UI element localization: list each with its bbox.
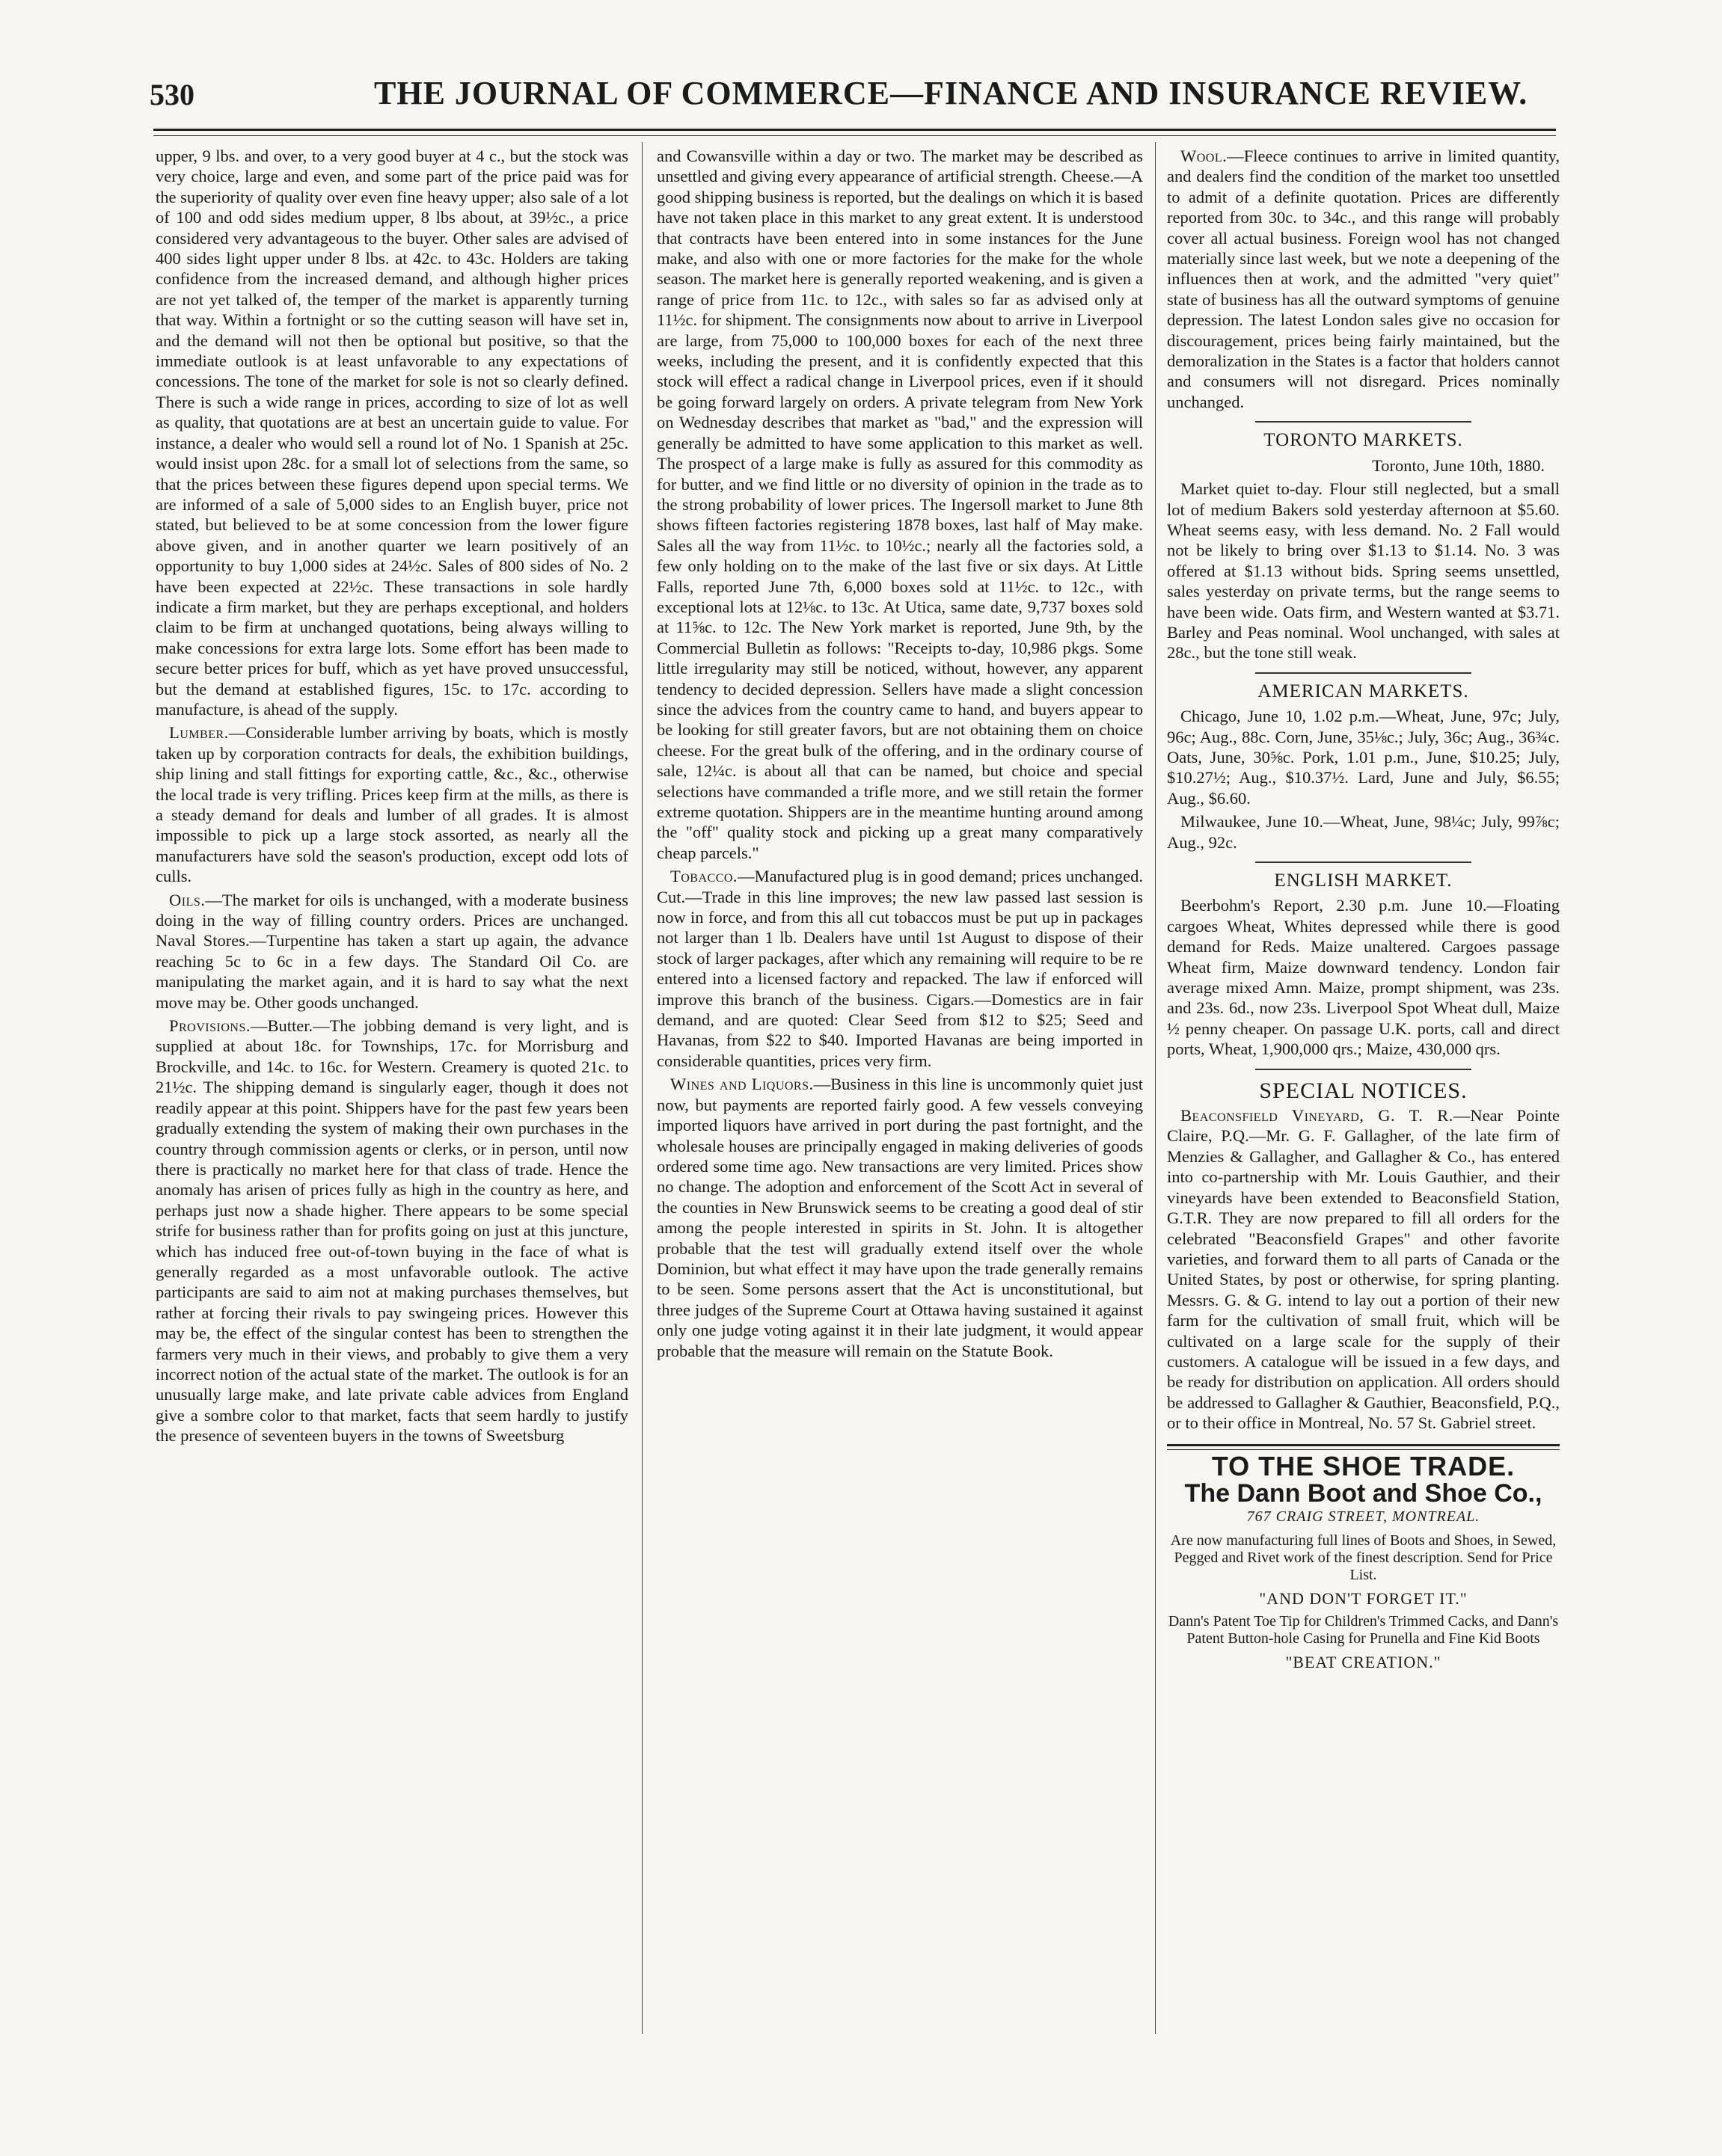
wines-text: —Business in this line is uncommonly quiet just now, but payments are reported fairly good. A few vessels conveying imported liquors have arrived in port during the past fortnight, and the wholesale houses are principally engaged in making deliveries of goods ordered some time ago. New transactions are very limited. Prices show no change. The adoption and enforcement of the Scott Act in several of the counties in New Brunswick seems to be creating a good deal of stir among the people interested in spirits in St. John. It is altogether probable that the test will gradually extend itself over the whole Dominion, but what effect it may have upon the trade generally remains to be seen. Some persons assert that the Act is unconstitutional, but three judges of the Supreme Court at Ottawa having sustained it against only one judge voting against it in their late judgment, it would appear probable that the measure will remain on the Statute Book. — [657, 1075, 1143, 1360]
special-notices-heading: SPECIAL NOTICES. — [1259, 1078, 1468, 1103]
wines-label: Wines and Liquors. — [670, 1075, 814, 1094]
header-rule-thin — [153, 135, 1556, 136]
tobacco-label: Tobacco. — [670, 867, 738, 886]
section-rule — [1255, 1069, 1471, 1070]
provisions-paragraph — [156, 1016, 628, 1446]
shoe-advertisement — [1167, 1450, 1560, 1673]
leather-continued-paragraph: upper, 9 lbs. and over, to a very good buyer at 4 c., but the stock was very choice, large and even, and some part of the price paid was for the superiority of quality over even fine heavy upper; also sale of a lot of 100 and odd sides medium upper, 8 lbs about, at 39½c., a price considered very advantageous to the buyer. Other sales are advised of 400 sides light upper under 8 lbs. at 42c. to 43c. Holders are taking confidence from the increased demand, and although higher prices are not yet talked of, the temper of the market is apparently turning that way. Within a fortnight or so the cutting season will have set in, and the demand will not then be optional but positive, so that the immediate outlook is at least unfavorable to any expectations of concessions. The tone of the market for sole is not so clearly defined. There is such a wide range in prices, according to size of lot as well as quality, that quotations are at best an uncertain guide to value. For instance, a dealer who would sell a round lot of No. 1 Spanish at 25c. would insist upon 28c. for a small lot of selections from the same, so that the prices between these figures depend upon special terms. We are informed of a sale of 5,000 sides to an English buyer, price not stated, but believed to be at some concession from the lower figure above given, and in another quarter we learn positively of an opportunity to buy 1,000 sides at 24½c. Sales of 800 sides of No. 2 have been expected at 22½c. These transactions in sole hardly indicate a firm market, but they are perhaps exceptional, and holders claim to be firm at unchanged quotations, being always willing to make concessions for extra large lots. Some effort has been made to secure better prices for buff, which as yet have proved unsuccessful, but the demand at established figures, 15c. to 17c. according to manufacture, is ahead of the supply. — [156, 147, 628, 719]
ad-company-name: The Dann Boot and Shoe Co., — [1184, 1478, 1542, 1508]
page-header — [150, 71, 1556, 116]
ad-heading: TO THE SHOE TRADE. — [1211, 1450, 1516, 1481]
american-markets-heading: AMERICAN MARKETS. — [1257, 681, 1469, 701]
ad-address: 767 CRAIG STREET, MONTREAL. — [1246, 1508, 1480, 1526]
toronto-markets-heading: TORONTO MARKETS. — [1263, 430, 1463, 451]
page-number: 530 — [150, 78, 194, 111]
milwaukee-paragraph: Milwaukee, June 10.—Wheat, June, 98¼c; July, 99⅞c; Aug., 92c. — [1167, 812, 1560, 852]
lumber-text: —Considerable lumber arriving by boats, which is mostly taken up by corporation contracts for deals, the exhibition buildings, ship lining and stall fittings for exporting cattle, &c., &c., otherwise the local trade is very trifling. Prices keep firm at the mills, as there is a steady demand for deals and lumber of all grades. It is almost impossible to pick up a large stock assorted, as nearly all the manufacturers have sold the season's production, except odd lots of culls. — [156, 723, 628, 886]
special-paragraph — [1167, 1105, 1560, 1434]
column-2 — [657, 146, 1143, 2038]
toronto-paragraph: Market quiet to-day. Flour still neglected, but a small lot of medium Bakers sold yesterday afternoon at $5.60. Wheat seems easy, with less demand. No. 2 Fall would not be likely to bring over $1.13 to $1.14. No. 3 was offered at $1.13 without bids. Spring seems unsettled, sales yesterday on private terms, but the range seems to have been wide. Oats firm, and Western wanted at $3.71. Barley and Peas nominal. Wool unchanged, with sales at 28c., but the tone still weak. — [1167, 479, 1560, 663]
vineyard-text: —Near Pointe Claire, P.Q.—Mr. G. F. Gallagher, of the late firm of Menzies & Gallagher, and Gallagher & Co., has entered into co-partnership with Mr. Louis Gauthier, and their vineyards have been extended to Beaconsfield Station, G.T.R. They are now prepared to fill all orders for the celebrated "Beaconsfield Grapes" and other favorite varieties, and forward them to all parts of Canada or the United States, by post or otherwise, for spring planting. Messrs. G. & G. intend to lay out a portion of their new farm for the cultivation of small fruit, which will be cultivated on a large scale for the supply of their customers. A catalogue will be issued in a few days, and be ready for distribution on application. All orders should be addressed to Gallagher & Gauthier, Beaconsfield, P.Q., or to their office in Montreal, No. 57 St. Gabriel street. — [1167, 1106, 1560, 1433]
provisions-label: Provisions. — [169, 1016, 251, 1036]
column-3 — [1167, 146, 1560, 2038]
journal-title: THE JOURNAL OF COMMERCE—FINANCE AND INSURANCE REVIEW. — [374, 75, 1528, 111]
lumber-paragraph — [156, 722, 628, 886]
cheese-paragraph: and Cowansville within a day or two. The market may be described as unsettled and giving every appearance of artificial strength. Cheese.—A good shipping business is reported, but the dealings on which it is based have not taken place in this market to any great extent. It is understood that contracts have been entered into in some instances for the June make, and also with one or more factories for the make for the whole season. The market here is generally reported weakening, and is given a range of price from 11c. to 12c., with sales so far as advised only at 11½c. for shipment. The consignments now about to arrive in Liverpool are large, from 75,000 to 100,000 boxes for each of the next three weeks, including the present, and it is confidently expected that this stock will effect a radical change in Liverpool prices, even if it should be going forward largely on orders. A private telegram from New York on Wednesday describes that market as "bad," and the expression will generally be admitted to have some application to this market as well. The prospect of a large make is fully as assured for this commodity as for butter, and we find little or no diversity of opinion in the trade as to the strong probability of lower prices. The Ingersoll market to June 8th shows fifteen factories registering 1878 boxes, last half of May make. Sales all the way from 11½c. to 10½c.; nearly all the factories sold, a few only holding on to the make of the last five or six days. At Little Falls, reported June 7th, 6,000 boxes sold at 11½c. to 12c., with exceptional lots at 12⅛c. to 13c. At Utica, same date, 9,737 boxes sold at 11⅝c. to 12c. The New York market is reported, June 9th, by the Commercial Bulletin as follows: "Receipts to-day, 10,986 pkgs. Some little irregularity may still be noticed, without, however, any apparent tendency to decided depression. Sellers have made a slight concession since the advices from the country came to hand, and buyers appear to be looking for still greater favors, but are not obtaining them on choice cheese. For the great bulk of the offering, and in the ordinary course of sale, 12¼c. is about all that can be named, but choice and special selections have commanded a trifle more, and we still retain the former extreme quotation. Shippers are in the meantime hunting around among the "off" quality stock and picking up a great many comparatively cheap parcels." — [657, 147, 1143, 862]
ad-patents: Dann's Patent Toe Tip for Children's Trimmed Cacks, and Dann's Patent Button-hole Casing for Prunella and Fine Kid Boots — [1168, 1613, 1559, 1647]
oils-paragraph — [156, 890, 628, 1013]
column-divider — [1155, 142, 1156, 2034]
vineyard-label: Beaconsfield Vineyard, G. T. R. — [1180, 1106, 1453, 1125]
column-divider — [642, 142, 643, 2034]
advertisement-rule — [1167, 1444, 1560, 1446]
english-paragraph: Beerbohm's Report, 2.30 p.m. June 10.—Floating cargoes Wheat, Whites depressed while there is good demand for Reds. Maize unaltered. Cargoes passage Wheat firm, Maize downward tendency. London fair average mixed Amn. Maize, prompt shipment, was 23s. and 23s. 6d., now 23s. Liverpool Spot Wheat dull, Maize ½ penny cheaper. On passage U.K. ports, call and direct ports, Wheat, 1,900,000 qrs.; Maize, 430,000 qrs. — [1167, 896, 1560, 1059]
column-1 — [156, 146, 628, 2038]
ad-slogan: "AND DON'T FORGET IT." — [1259, 1588, 1468, 1608]
advertisement-rule-thin — [1167, 1449, 1560, 1450]
wool-label: Wool. — [1180, 147, 1228, 165]
section-rule — [1255, 862, 1471, 863]
wool-text: —Fleece continues to arrive in limited quantity, and dealers find the condition of the market too unsettled to admit of a definite quotation. Prices are differently reported from 30c. to 34c., and this range will probably cover all actual business. Foreign wool has not changed materially since last week, but we note a deepening of the influences then at work, and the admitted "very quiet" state of business has all the outward symptoms of genuine depression. The latest London sales give no occasion for discouragement, prices being fairly maintained, but the demoralization in the States is a factor that holders cannot and consumers will not disregard. Prices nominally unchanged. — [1167, 147, 1560, 411]
oils-text: —The market for oils is unchanged, with a moderate business doing in the way of filling country orders. Prices are unchanged. Naval Stores.—Turpentine has taken a start up again, the advance reaching 5c to 6c in a few days. The Standard Oil Co. are manipulating the market again, and it is hard to say what the next move may be. Other goods unchanged. — [156, 890, 628, 1012]
section-rule — [1255, 672, 1471, 674]
wool-paragraph — [1167, 146, 1560, 412]
oils-label: Oils. — [169, 890, 206, 909]
toronto-dateline: Toronto, June 10th, 1880. — [1372, 455, 1545, 475]
english-market-heading: ENGLISH MARKET. — [1274, 870, 1453, 891]
provisions-text: —Butter.—The jobbing demand is very light, and is supplied at about 18c. for Townships, 17c. for Morrisburg and Brockville, and 14c. to 16c. for Western. Creamery is quoted 21c. to 21½c. The shipping demand is singularly eager, though it does not readily appear at this point. Shippers have for the past few years been gradually extending the system of making their own purchases in the country through commission agents or clerks, or in person, until now there is practically no market here for that class of trade. Hence the anomaly has arisen of prices fully as high in the country as here, and perhaps just now a shade higher. There appears to be some special strife for business rather than for profits going on just at this juncture, which has induced free out-of-town buying in the face of what is generally regarded as a most unfavorable outlook. The active participants are said to aim not at making purchases themselves, but rather at forcing their rivals to pay swingeing prices. However this may be, the effect of the singular contest has been to strengthen the farmers very much in their views, and probably to give them a very incorrect notion of the actual state of the market. The outlook is for an unusually large make, and late private cable advices from England give a sombre color to that market, facts that seem hardly to justify the presence of seventeen buyers in the towns of Sweetsburg — [156, 1016, 628, 1446]
section-rule — [1255, 421, 1471, 423]
ad-closing: "BEAT CREATION." — [1285, 1653, 1441, 1672]
ad-body: Are now manufacturing full lines of Boots and Shoes, in Sewed, Pegged and Rivet work of the finest description. Send for Price List. — [1170, 1532, 1557, 1583]
header-rule — [153, 129, 1556, 131]
wines-paragraph — [657, 1074, 1143, 1361]
lumber-label: Lumber. — [169, 723, 229, 743]
tobacco-paragraph — [657, 866, 1143, 1071]
tobacco-text: —Manufactured plug is in good demand; prices unchanged. Cut.—Trade in this line improves; the new law passed last session is now in force, and from this all cut tobaccos must be put up in packages not larger than 1 lb. Dealers have until 1st August to dispose of their stock of larger packages, after which any remaining will require to be re entered into a licensed factory and repacked. The law if enforced will improve this branch of the business. Cigars.—Domestics are in fair demand, and are quoted: Clear Seed from $12 to $25; Seed and Havanas, from $22 to $40. Imported Havanas are being imported in considerable quantities, prices very firm. — [657, 867, 1143, 1070]
chicago-paragraph: Chicago, June 10, 1.02 p.m.—Wheat, June, 97c; July, 96c; Aug., 88c. Corn, June, 35⅛c.; July, 36c; Aug., 36¾c. Oats, June, 30⅝c. Pork, 1.01 p.m., June, $10.25; July, $10.27½; Aug., $10.37½. Lard, June and July, $6.55; Aug., $6.60. — [1167, 707, 1560, 808]
